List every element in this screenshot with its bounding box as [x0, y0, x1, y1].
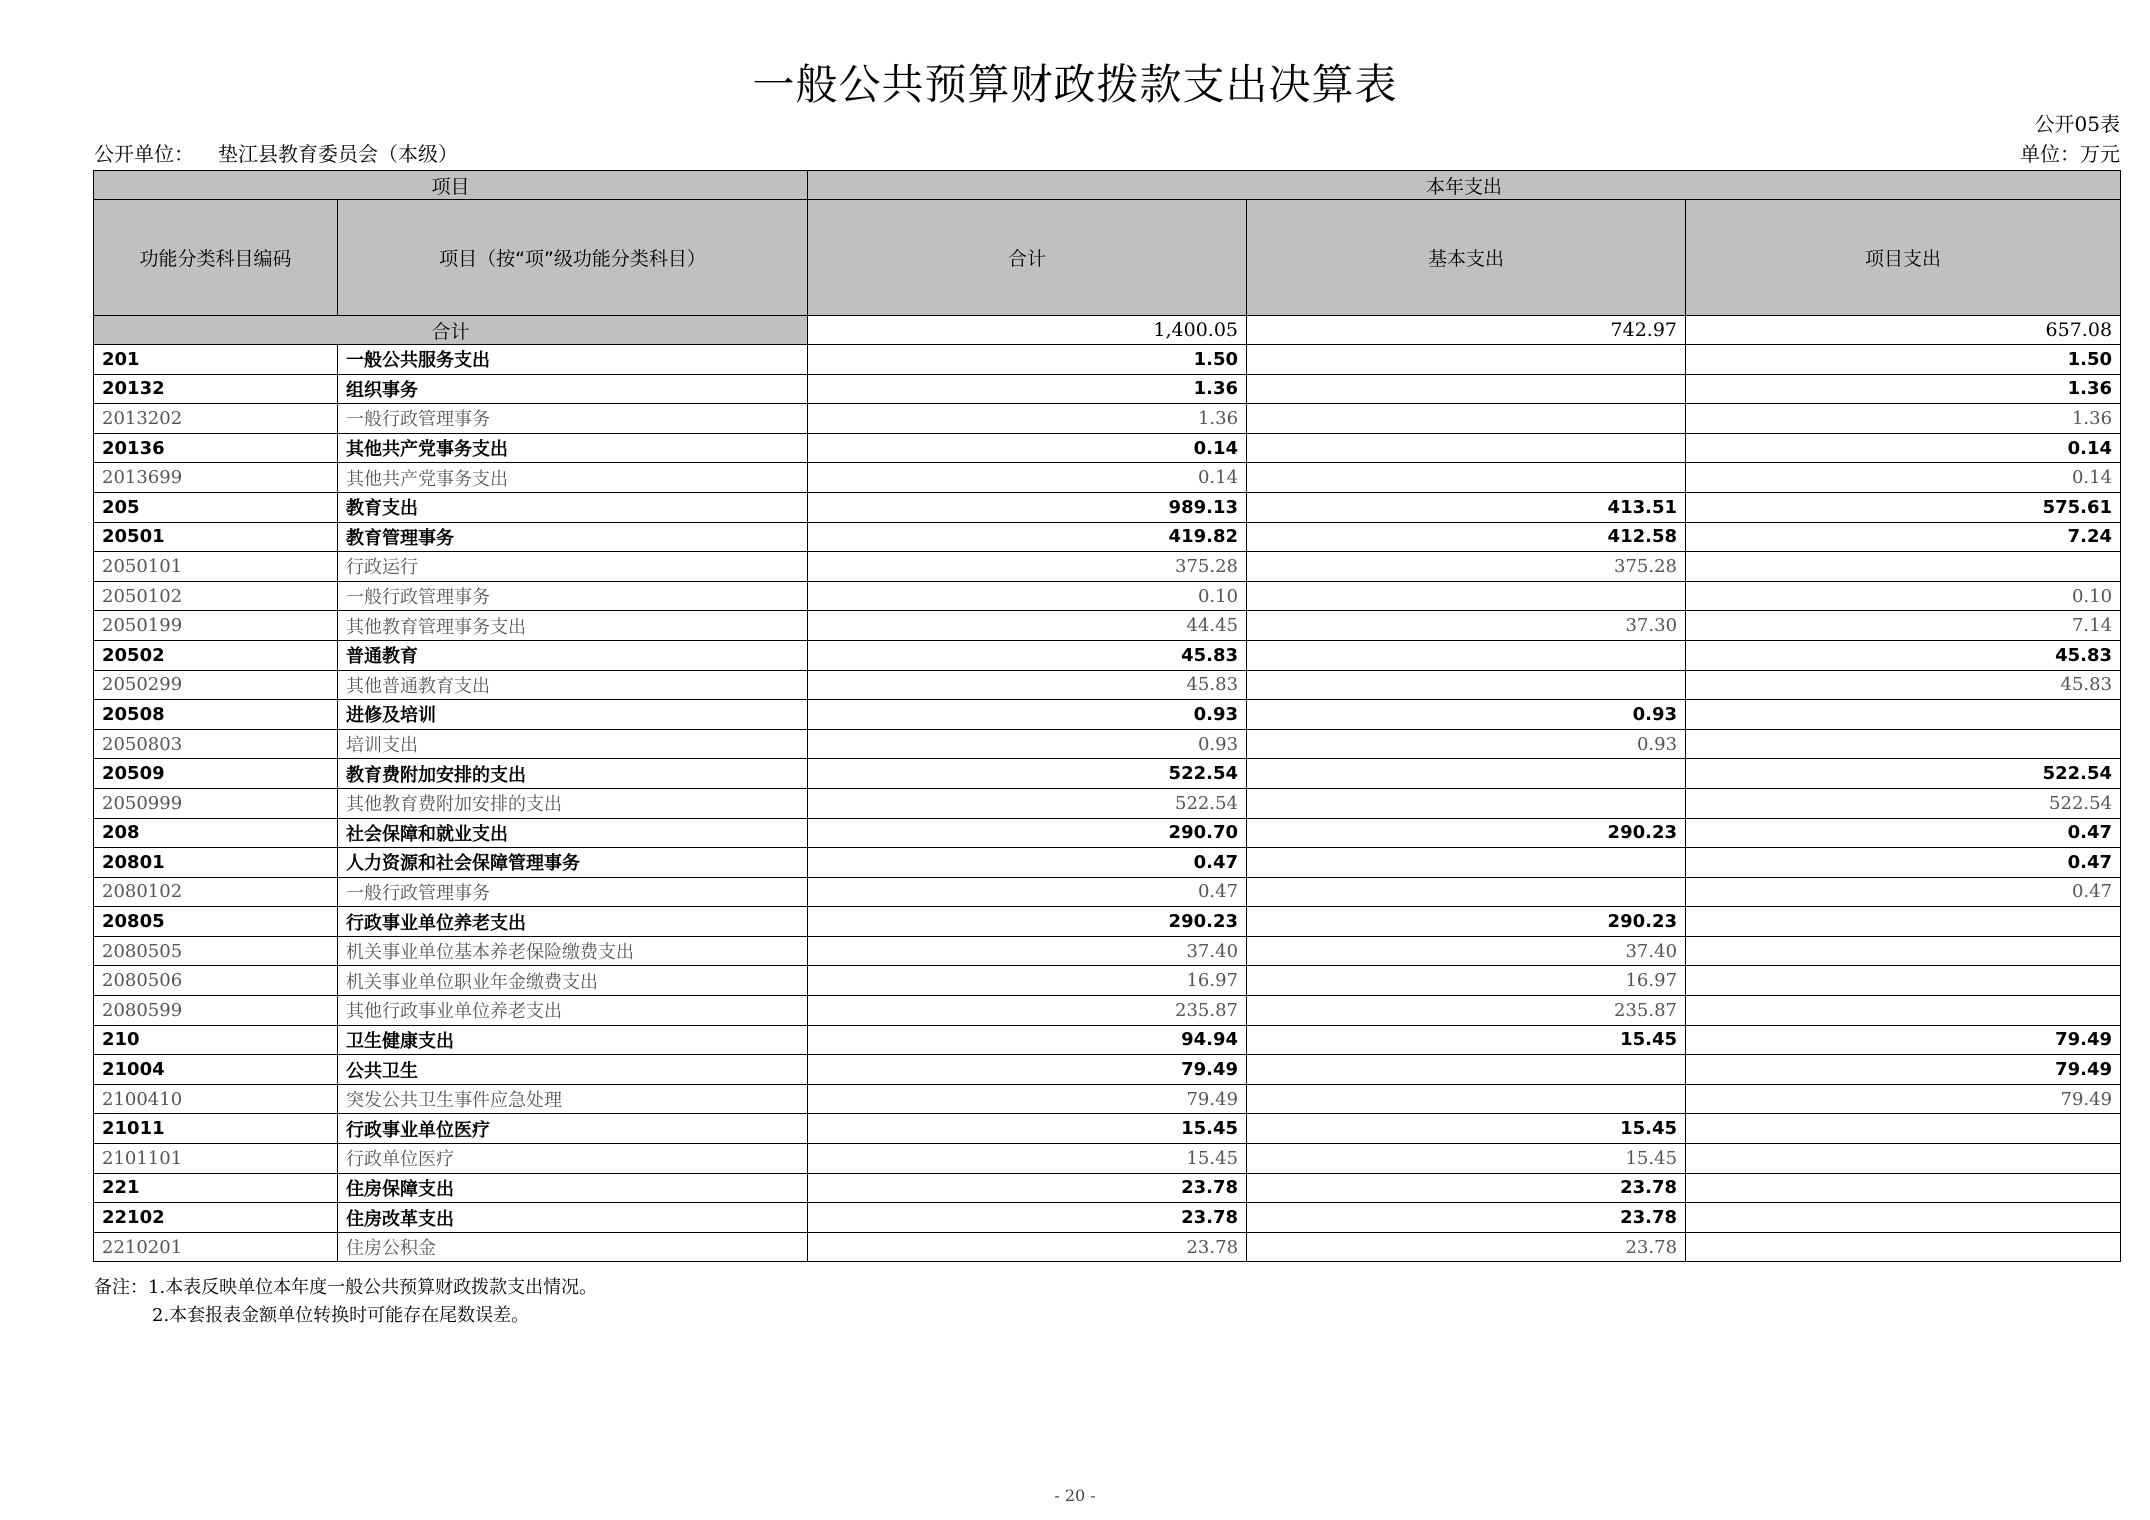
row-code: 2210201 — [94, 1232, 338, 1262]
row-total: 0.93 — [808, 729, 1247, 759]
table-row — [94, 463, 2121, 493]
row-total: 0.47 — [808, 848, 1247, 878]
table-row — [94, 936, 2121, 966]
row-code: 20501 — [94, 522, 338, 552]
row-name: 一般公共服务支出 — [338, 345, 808, 375]
total-row-project: 657.08 — [1686, 316, 2121, 345]
row-project: 0.47 — [1686, 877, 2121, 907]
row-name: 机关事业单位基本养老保险缴费支出 — [338, 936, 808, 966]
row-basic — [1247, 433, 1686, 463]
row-name: 住房公积金 — [338, 1232, 808, 1262]
row-basic — [1247, 463, 1686, 493]
row-basic — [1247, 640, 1686, 670]
table-row — [94, 996, 2121, 1026]
row-project: 45.83 — [1686, 640, 2121, 670]
row-name: 一般行政管理事务 — [338, 877, 808, 907]
row-code: 2050803 — [94, 729, 338, 759]
row-code: 20801 — [94, 848, 338, 878]
table-row — [94, 966, 2121, 996]
row-code: 20509 — [94, 759, 338, 789]
row-project: 0.47 — [1686, 848, 2121, 878]
row-total: 23.78 — [808, 1232, 1247, 1262]
row-total: 0.14 — [808, 463, 1247, 493]
row-name: 其他普通教育支出 — [338, 670, 808, 700]
row-basic: 15.45 — [1247, 1114, 1686, 1144]
row-basic: 375.28 — [1247, 552, 1686, 582]
row-code: 20132 — [94, 374, 338, 404]
row-total: 375.28 — [808, 552, 1247, 582]
row-total: 45.83 — [808, 640, 1247, 670]
row-project — [1686, 907, 2121, 937]
row-code: 205 — [94, 492, 338, 522]
row-project: 0.14 — [1686, 433, 2121, 463]
row-project: 0.10 — [1686, 581, 2121, 611]
row-name: 其他教育费附加安排的支出 — [338, 788, 808, 818]
table-row — [94, 1114, 2121, 1144]
reporting-unit-name: 垫江县教育委员会（本级） — [218, 142, 458, 166]
row-code: 20805 — [94, 907, 338, 937]
row-basic: 16.97 — [1247, 966, 1686, 996]
row-basic: 412.58 — [1247, 522, 1686, 552]
total-row-basic: 742.97 — [1247, 316, 1686, 345]
row-project — [1686, 966, 2121, 996]
currency-unit: 单位：万元 — [2020, 142, 2120, 166]
row-name: 公共卫生 — [338, 1055, 808, 1085]
row-total: 235.87 — [808, 996, 1247, 1026]
row-basic: 23.78 — [1247, 1232, 1686, 1262]
row-name: 其他共产党事务支出 — [338, 463, 808, 493]
row-project: 45.83 — [1686, 670, 2121, 700]
row-name: 行政事业单位医疗 — [338, 1114, 808, 1144]
row-project: 7.24 — [1686, 522, 2121, 552]
row-project — [1686, 1114, 2121, 1144]
row-code: 2050199 — [94, 611, 338, 641]
row-code: 2080102 — [94, 877, 338, 907]
header-item: 项目（按“项”级功能分类科目） — [338, 200, 808, 316]
row-project — [1686, 936, 2121, 966]
row-total: 23.78 — [808, 1203, 1247, 1233]
row-project: 79.49 — [1686, 1055, 2121, 1085]
row-name: 住房保障支出 — [338, 1173, 808, 1203]
row-name: 机关事业单位职业年金缴费支出 — [338, 966, 808, 996]
table-row — [94, 374, 2121, 404]
row-code: 210 — [94, 1025, 338, 1055]
row-code: 208 — [94, 818, 338, 848]
row-name: 一般行政管理事务 — [338, 581, 808, 611]
table-row — [94, 1084, 2121, 1114]
row-total: 419.82 — [808, 522, 1247, 552]
row-project: 0.47 — [1686, 818, 2121, 848]
row-name: 其他行政事业单位养老支出 — [338, 996, 808, 1026]
table-row — [94, 729, 2121, 759]
table-row — [94, 611, 2121, 641]
row-project — [1686, 552, 2121, 582]
row-name: 住房改革支出 — [338, 1203, 808, 1233]
table-row — [94, 552, 2121, 582]
row-name: 其他共产党事务支出 — [338, 433, 808, 463]
row-code: 2080506 — [94, 966, 338, 996]
row-total: 0.10 — [808, 581, 1247, 611]
row-total: 79.49 — [808, 1055, 1247, 1085]
row-project: 522.54 — [1686, 759, 2121, 789]
reporting-unit — [94, 138, 458, 167]
table-row — [94, 818, 2121, 848]
row-basic: 37.30 — [1247, 611, 1686, 641]
row-project — [1686, 1203, 2121, 1233]
row-total: 45.83 — [808, 670, 1247, 700]
row-total: 0.93 — [808, 700, 1247, 730]
row-total: 0.14 — [808, 433, 1247, 463]
row-name: 一般行政管理事务 — [338, 404, 808, 434]
row-name: 组织事务 — [338, 374, 808, 404]
table-row — [94, 1232, 2121, 1262]
row-name: 卫生健康支出 — [338, 1025, 808, 1055]
table-row — [94, 345, 2121, 375]
table-row — [94, 1055, 2121, 1085]
row-total: 44.45 — [808, 611, 1247, 641]
row-project: 575.61 — [1686, 492, 2121, 522]
row-project — [1686, 729, 2121, 759]
row-basic — [1247, 404, 1686, 434]
row-code: 20502 — [94, 640, 338, 670]
row-total: 989.13 — [808, 492, 1247, 522]
row-project: 0.14 — [1686, 463, 2121, 493]
table-row — [94, 1025, 2121, 1055]
row-project — [1686, 1144, 2121, 1174]
row-basic — [1247, 374, 1686, 404]
table-row — [94, 1144, 2121, 1174]
row-basic: 413.51 — [1247, 492, 1686, 522]
row-basic: 235.87 — [1247, 996, 1686, 1026]
total-row-total: 1,400.05 — [808, 316, 1247, 345]
row-total: 290.23 — [808, 907, 1247, 937]
row-project: 522.54 — [1686, 788, 2121, 818]
row-total: 522.54 — [808, 788, 1247, 818]
row-code: 2080599 — [94, 996, 338, 1026]
row-code: 2050299 — [94, 670, 338, 700]
row-basic — [1247, 848, 1686, 878]
row-name: 教育支出 — [338, 492, 808, 522]
row-code: 2050999 — [94, 788, 338, 818]
row-basic: 23.78 — [1247, 1203, 1686, 1233]
header-current-year: 本年支出 — [808, 171, 2121, 200]
table-row — [94, 700, 2121, 730]
row-total: 15.45 — [808, 1114, 1247, 1144]
table-row — [94, 433, 2121, 463]
header-basic: 基本支出 — [1247, 200, 1686, 316]
row-basic: 290.23 — [1247, 818, 1686, 848]
row-basic: 15.45 — [1247, 1025, 1686, 1055]
row-name: 教育费附加安排的支出 — [338, 759, 808, 789]
row-project: 1.36 — [1686, 404, 2121, 434]
row-name: 普通教育 — [338, 640, 808, 670]
row-total: 16.97 — [808, 966, 1247, 996]
row-project — [1686, 1232, 2121, 1262]
row-total: 79.49 — [808, 1084, 1247, 1114]
row-code: 21004 — [94, 1055, 338, 1085]
row-project: 1.50 — [1686, 345, 2121, 375]
table-row — [94, 1203, 2121, 1233]
row-code: 2050102 — [94, 581, 338, 611]
row-total: 15.45 — [808, 1144, 1247, 1174]
total-row — [94, 316, 2121, 345]
row-code: 22102 — [94, 1203, 338, 1233]
header-project: 项目 — [94, 171, 808, 200]
row-code: 2050101 — [94, 552, 338, 582]
table-row — [94, 848, 2121, 878]
row-total: 290.70 — [808, 818, 1247, 848]
table-row — [94, 492, 2121, 522]
row-basic: 290.23 — [1247, 907, 1686, 937]
note-1: 备注：1.本表反映单位本年度一般公共预算财政拨款支出情况。 — [94, 1277, 598, 1298]
row-name: 突发公共卫生事件应急处理 — [338, 1084, 808, 1114]
row-total: 1.36 — [808, 404, 1247, 434]
row-total: 94.94 — [808, 1025, 1247, 1055]
row-name: 行政事业单位养老支出 — [338, 907, 808, 937]
row-project — [1686, 700, 2121, 730]
row-name: 人力资源和社会保障管理事务 — [338, 848, 808, 878]
row-basic: 15.45 — [1247, 1144, 1686, 1174]
table-row — [94, 670, 2121, 700]
row-project: 1.36 — [1686, 374, 2121, 404]
row-name: 其他教育管理事务支出 — [338, 611, 808, 641]
row-project: 79.49 — [1686, 1084, 2121, 1114]
row-total: 37.40 — [808, 936, 1247, 966]
form-number: 公开05表 — [2034, 112, 2120, 136]
row-basic — [1247, 1055, 1686, 1085]
row-basic — [1247, 788, 1686, 818]
row-name: 行政单位医疗 — [338, 1144, 808, 1174]
row-code: 2080505 — [94, 936, 338, 966]
row-name: 进修及培训 — [338, 700, 808, 730]
row-basic — [1247, 759, 1686, 789]
row-project: 79.49 — [1686, 1025, 2121, 1055]
page-title: 一般公共预算财政拨款支出决算表 — [752, 60, 1398, 109]
row-basic — [1247, 345, 1686, 375]
row-basic: 0.93 — [1247, 700, 1686, 730]
row-name: 社会保障和就业支出 — [338, 818, 808, 848]
row-basic: 37.40 — [1247, 936, 1686, 966]
row-code: 2013202 — [94, 404, 338, 434]
row-basic: 23.78 — [1247, 1173, 1686, 1203]
table-row — [94, 404, 2121, 434]
row-total: 23.78 — [808, 1173, 1247, 1203]
row-code: 20136 — [94, 433, 338, 463]
row-basic — [1247, 877, 1686, 907]
row-total: 1.50 — [808, 345, 1247, 375]
row-code: 20508 — [94, 700, 338, 730]
table-row — [94, 581, 2121, 611]
page-number: - 20 - — [1054, 1486, 1096, 1505]
table-row — [94, 640, 2121, 670]
header-total: 合计 — [808, 200, 1247, 316]
notes — [94, 1274, 597, 1330]
row-name: 教育管理事务 — [338, 522, 808, 552]
row-code: 201 — [94, 345, 338, 375]
row-project — [1686, 996, 2121, 1026]
total-row-label: 合计 — [94, 316, 808, 345]
row-basic — [1247, 581, 1686, 611]
row-code: 2013699 — [94, 463, 338, 493]
row-total: 1.36 — [808, 374, 1247, 404]
header-code: 功能分类科目编码 — [94, 200, 338, 316]
table-row — [94, 759, 2121, 789]
row-code: 21011 — [94, 1114, 338, 1144]
reporting-unit-label: 公开单位： — [94, 142, 194, 166]
row-code: 2100410 — [94, 1084, 338, 1114]
table-row — [94, 877, 2121, 907]
expenditure-table — [93, 170, 2121, 1262]
row-basic — [1247, 1084, 1686, 1114]
table-row — [94, 788, 2121, 818]
row-code: 2101101 — [94, 1144, 338, 1174]
row-name: 行政运行 — [338, 552, 808, 582]
table-row — [94, 1173, 2121, 1203]
row-code: 221 — [94, 1173, 338, 1203]
row-basic: 0.93 — [1247, 729, 1686, 759]
row-project — [1686, 1173, 2121, 1203]
row-project: 7.14 — [1686, 611, 2121, 641]
table-row — [94, 522, 2121, 552]
note-2: 2.本套报表金额单位转换时可能存在尾数误差。 — [152, 1305, 530, 1326]
row-basic — [1247, 670, 1686, 700]
table-row — [94, 907, 2121, 937]
row-total: 522.54 — [808, 759, 1247, 789]
row-name: 培训支出 — [338, 729, 808, 759]
row-total: 0.47 — [808, 877, 1247, 907]
header-project-expenditure: 项目支出 — [1686, 200, 2121, 316]
